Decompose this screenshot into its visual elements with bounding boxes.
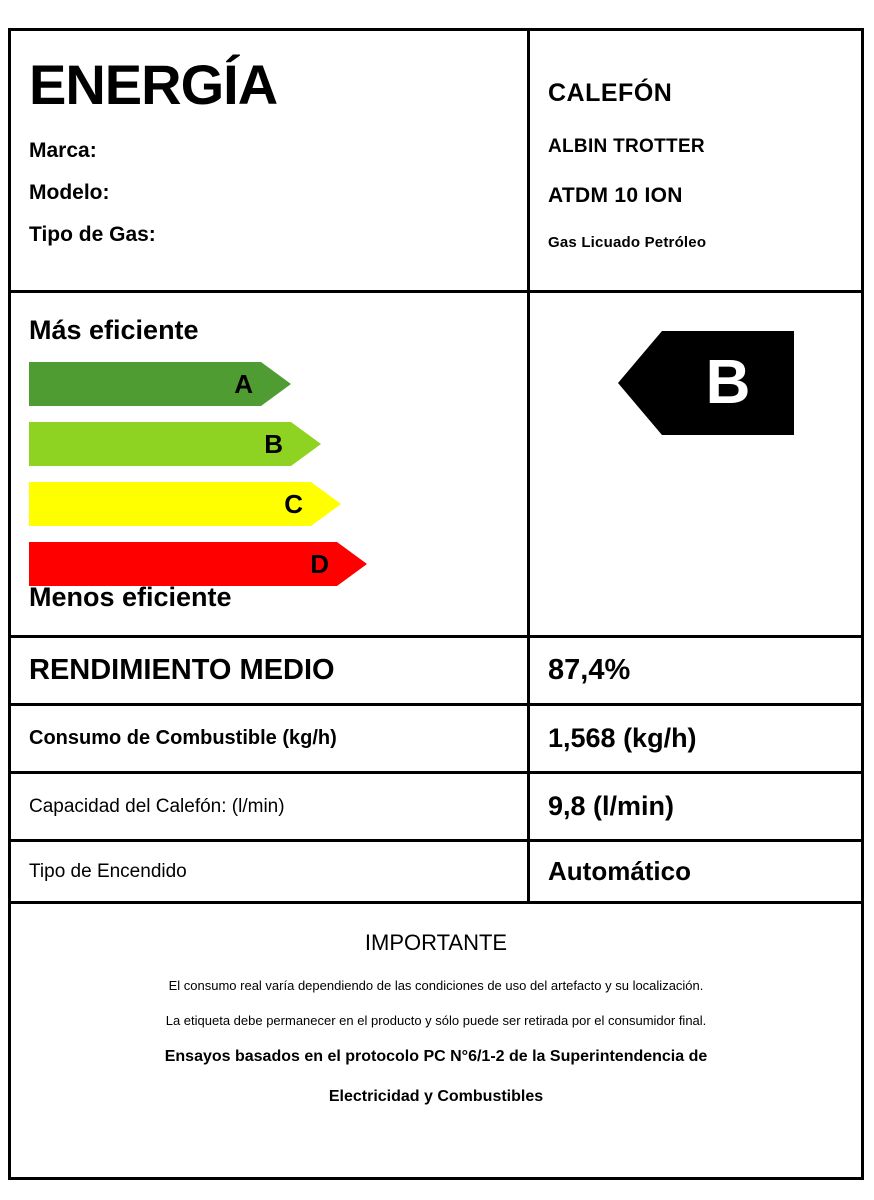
footer-line-1: El consumo real varía dependiendo de las condiciones de uso del artefacto y su localización. xyxy=(168,978,704,993)
class-bar-b xyxy=(29,422,527,466)
class-arrow-tip-c xyxy=(311,482,341,526)
spec-row-consumo xyxy=(11,706,861,774)
class-arrow-tip-a xyxy=(261,362,291,406)
spec-key-capacidad: Capacidad del Calefón: (l/min) xyxy=(11,774,530,839)
field-label-modelo: Modelo: xyxy=(29,181,110,204)
page-title: ENERGÍA xyxy=(29,53,278,116)
most-efficient-label: Más eficiente xyxy=(29,315,199,345)
rating-letter: B xyxy=(705,348,751,417)
footer-line-4: Electricidad y Combustibles xyxy=(328,1088,544,1105)
spec-row-capacidad xyxy=(11,774,861,842)
rating-arrow-icon xyxy=(618,331,794,435)
efficiency-scale-section xyxy=(11,293,861,638)
class-arrow-tip-d xyxy=(337,542,367,586)
class-bar-list xyxy=(29,362,527,586)
spec-value-capacidad: 9,8 (l/min) xyxy=(548,791,675,821)
product-type: CALEFÓN xyxy=(548,79,673,107)
class-arrow-tip-b xyxy=(291,422,321,466)
rating-arrow-body xyxy=(662,331,794,435)
footer-line-2: La etiqueta debe permanecer en el producto y sólo puede ser retirada por el consumidor final. xyxy=(165,1013,707,1028)
spec-row-encendido xyxy=(11,842,861,904)
least-efficient-label: Menos eficiente xyxy=(29,582,232,612)
footer-title: IMPORTANTE xyxy=(364,930,508,955)
energy-label xyxy=(8,28,864,1180)
rating-arrow-head-icon xyxy=(618,331,662,435)
class-bar-d xyxy=(29,542,527,586)
rating-panel xyxy=(530,293,861,635)
class-letter-c: C xyxy=(284,489,303,519)
spec-value-encendido: Automático xyxy=(548,856,691,886)
class-letter-a: A xyxy=(234,369,253,399)
label-header xyxy=(11,31,861,293)
spec-row-rendimiento xyxy=(11,638,861,706)
spec-value-consumo: 1,568 (kg/h) xyxy=(548,723,697,753)
class-bar-a xyxy=(29,362,527,406)
product-gas-type: Gas Licuado Petróleo xyxy=(548,234,707,251)
footer-line-3: Ensayos basados en el protocolo PC N°6/1-2 de la Superintendencia de xyxy=(164,1048,708,1065)
class-letter-d: D xyxy=(310,549,329,579)
header-left-panel xyxy=(11,31,530,290)
footer-notice xyxy=(11,904,861,1177)
class-bar-c xyxy=(29,482,527,526)
product-model: ATDM 10 ION xyxy=(548,184,683,207)
class-letter-b: B xyxy=(264,429,283,459)
spec-key-consumo: Consumo de Combustible (kg/h) xyxy=(11,706,530,771)
field-label-marca: Marca: xyxy=(29,139,97,162)
spec-value-rendimiento: 87,4% xyxy=(548,654,631,686)
header-right-panel xyxy=(530,31,861,290)
spec-key-rendimiento: RENDIMIENTO MEDIO xyxy=(11,638,530,703)
spec-key-encendido: Tipo de Encendido xyxy=(11,842,530,901)
product-brand: ALBIN TROTTER xyxy=(548,136,705,157)
efficiency-scale-bars xyxy=(11,293,530,635)
field-label-tipo-gas: Tipo de Gas: xyxy=(29,223,156,246)
